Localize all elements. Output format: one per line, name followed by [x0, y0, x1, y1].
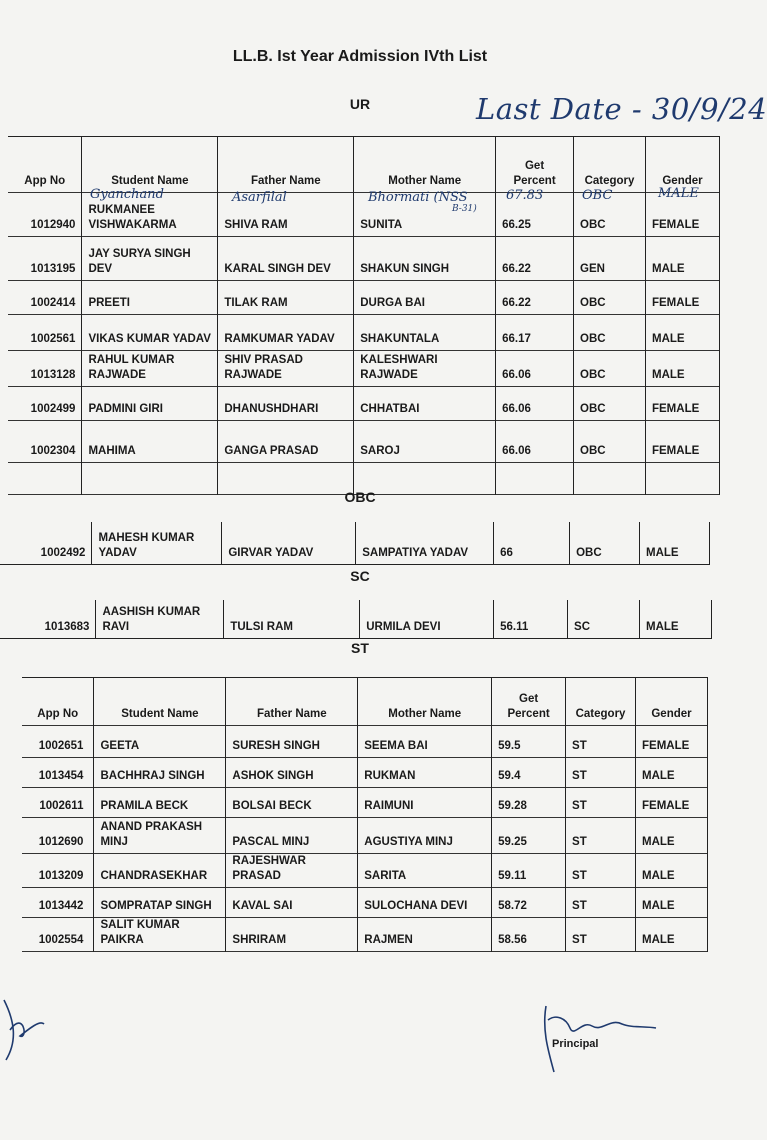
app-no: 1002499	[8, 387, 82, 421]
mother-name: SAMPATIYA YADAV	[356, 522, 494, 564]
percent: 59.5	[492, 726, 566, 758]
father-name: TILAK RAM	[218, 281, 354, 315]
father-name: SHIVA RAM	[218, 193, 354, 237]
app-no: 1013683	[0, 600, 96, 638]
section-label-obc: OBC	[344, 489, 376, 505]
table-row	[22, 818, 708, 854]
st-header-row	[22, 678, 708, 726]
father-name: RAMKUMAR YADAV	[218, 315, 354, 351]
category: ST	[566, 818, 636, 854]
mother-name: RAIMUNI	[358, 788, 492, 818]
gender: MALE	[636, 854, 708, 888]
student-name: SOMPRATAP SINGH	[94, 888, 226, 918]
mother-name: CHHATBAI	[354, 387, 496, 421]
mother-name: SUNITA	[354, 193, 496, 237]
table-row	[8, 237, 720, 281]
table-row	[0, 522, 710, 564]
app-no: 1002554	[22, 918, 94, 952]
student-name: MAHIMA	[82, 421, 218, 463]
gender: MALE	[639, 600, 711, 638]
sc-table	[0, 600, 712, 639]
category: OBC	[574, 351, 646, 387]
student-name: JAY SURYA SINGH DEV	[82, 237, 218, 281]
table-row	[22, 788, 708, 818]
gender: FEMALE	[645, 193, 719, 237]
app-no: 1013454	[22, 758, 94, 788]
father-name: SHIV PRASAD RAJWADE	[218, 351, 354, 387]
table-row	[22, 918, 708, 952]
header-mother-name: Mother Name	[354, 137, 496, 193]
header-app-no: App No	[8, 137, 82, 193]
percent: 66.22	[496, 237, 574, 281]
section-label-st: ST	[351, 640, 369, 656]
percent: 66	[494, 522, 570, 564]
percent: 66.06	[496, 387, 574, 421]
header-category: Category	[566, 678, 636, 726]
percent: 59.4	[492, 758, 566, 788]
percent: 66.06	[496, 351, 574, 387]
category: ST	[566, 788, 636, 818]
table-row	[22, 888, 708, 918]
category: SC	[568, 600, 640, 638]
left-signature	[0, 990, 60, 1070]
percent: 66.22	[496, 281, 574, 315]
student-name: PRAMILA BECK	[94, 788, 226, 818]
app-no: 1013195	[8, 237, 82, 281]
table-row	[0, 600, 712, 638]
app-no: 1002651	[22, 726, 94, 758]
handwritten-father: Asarfilal	[232, 190, 287, 205]
percent: 58.56	[492, 918, 566, 952]
category: ST	[566, 918, 636, 952]
student-name: MAHESH KUMAR YADAV	[92, 522, 222, 564]
table-row	[8, 315, 720, 351]
section-label-sc: SC	[350, 568, 370, 584]
table-row	[8, 421, 720, 463]
category: ST	[566, 726, 636, 758]
father-name: GANGA PRASAD	[218, 421, 354, 463]
header-gender: Gender	[645, 137, 719, 193]
percent: 59.25	[492, 818, 566, 854]
student-name: BACHHRAJ SINGH	[94, 758, 226, 788]
app-no: 1012940	[8, 193, 82, 237]
percent: 59.28	[492, 788, 566, 818]
header-app-no: App No	[22, 678, 94, 726]
father-name: SHRIRAM	[226, 918, 358, 952]
app-no: 1002561	[8, 315, 82, 351]
mother-name: KALESHWARI RAJWADE	[354, 351, 496, 387]
table-row	[8, 351, 720, 387]
student-name: SALIT KUMAR PAIKRA	[94, 918, 226, 952]
gender: FEMALE	[636, 788, 708, 818]
category: OBC	[574, 421, 646, 463]
gender: FEMALE	[645, 281, 719, 315]
percent: 59.11	[492, 854, 566, 888]
father-name: BOLSAI BECK	[226, 788, 358, 818]
mother-name: RUKMAN	[358, 758, 492, 788]
app-no: 1002414	[8, 281, 82, 315]
student-name: RAHUL KUMAR RAJWADE	[82, 351, 218, 387]
app-no: 1002611	[22, 788, 94, 818]
gender: MALE	[645, 237, 719, 281]
header-father-name: Father Name	[218, 137, 354, 193]
header-get-percent: Get Percent	[492, 678, 566, 726]
mother-name: SEEMA BAI	[358, 726, 492, 758]
percent: 66.25	[496, 193, 574, 237]
student-name: RUKMANEE VISHWAKARMA	[82, 193, 218, 237]
mother-name: SAROJ	[354, 421, 496, 463]
category: ST	[566, 854, 636, 888]
mother-name: SHAKUN SINGH	[354, 237, 496, 281]
category: ST	[566, 888, 636, 918]
student-name: ANAND PRAKASH MINJ	[94, 818, 226, 854]
mother-name: SARITA	[358, 854, 492, 888]
father-name: DHANUSHDHARI	[218, 387, 354, 421]
ur-header-row	[8, 137, 720, 193]
gender: MALE	[636, 818, 708, 854]
category: GEN	[574, 237, 646, 281]
app-no: 1013128	[8, 351, 82, 387]
category: OBC	[574, 387, 646, 421]
percent: 66.17	[496, 315, 574, 351]
table-row	[22, 758, 708, 788]
gender: FEMALE	[645, 387, 719, 421]
mother-name: SHAKUNTALA	[354, 315, 496, 351]
student-name: VIKAS KUMAR YADAV	[82, 315, 218, 351]
father-name: KARAL SINGH DEV	[218, 237, 354, 281]
app-no: 1002492	[0, 522, 92, 564]
gender: MALE	[636, 758, 708, 788]
gender: MALE	[645, 315, 719, 351]
father-name: RAJESHWAR PRASAD	[226, 854, 358, 888]
handwritten-category: OBC	[582, 188, 613, 203]
percent: 66.06	[496, 421, 574, 463]
category: ST	[566, 758, 636, 788]
handwritten-mother-note: B-31)	[452, 204, 477, 214]
category: OBC	[574, 281, 646, 315]
student-name: AASHISH KUMAR RAVI	[96, 600, 224, 638]
student-name: PADMINI GIRI	[82, 387, 218, 421]
header-category: Category	[574, 137, 646, 193]
category: OBC	[570, 522, 640, 564]
mother-name: RAJMEN	[358, 918, 492, 952]
document-title: LL.B. Ist Year Admission IVth List	[232, 48, 488, 65]
table-row	[22, 726, 708, 758]
app-no: 1002304	[8, 421, 82, 463]
header-gender: Gender	[636, 678, 708, 726]
mother-name: AGUSTIYA MINJ	[358, 818, 492, 854]
gender: MALE	[640, 522, 710, 564]
gender: FEMALE	[636, 726, 708, 758]
gender: MALE	[636, 888, 708, 918]
section-label-ur: UR	[349, 96, 371, 112]
app-no: 1013209	[22, 854, 94, 888]
handwritten-percent: 67.83	[506, 188, 544, 203]
app-no: 1013442	[22, 888, 94, 918]
header-father-name: Father Name	[226, 678, 358, 726]
father-name: KAVAL SAI	[226, 888, 358, 918]
father-name: GIRVAR YADAV	[222, 522, 356, 564]
principal-label: Principal	[552, 1038, 599, 1050]
percent: 58.72	[492, 888, 566, 918]
father-name: PASCAL MINJ	[226, 818, 358, 854]
st-table	[22, 677, 708, 952]
table-row	[8, 281, 720, 315]
student-name: PREETI	[82, 281, 218, 315]
gender: MALE	[645, 351, 719, 387]
header-get-percent: Get Percent	[496, 137, 574, 193]
student-name: CHANDRASEKHAR	[94, 854, 226, 888]
handwritten-last-date: Last Date - 30/9/24	[476, 92, 767, 126]
app-no: 1012690	[22, 818, 94, 854]
category: OBC	[574, 193, 646, 237]
category: OBC	[574, 315, 646, 351]
father-name: TULSI RAM	[224, 600, 360, 638]
mother-name: DURGA BAI	[354, 281, 496, 315]
gender: MALE	[636, 918, 708, 952]
handwritten-gender: MALE	[658, 186, 699, 201]
header-mother-name: Mother Name	[358, 678, 492, 726]
father-name: SURESH SINGH	[226, 726, 358, 758]
handwritten-student: Gyanchand	[90, 187, 164, 202]
father-name: ASHOK SINGH	[226, 758, 358, 788]
mother-name: SULOCHANA DEVI	[358, 888, 492, 918]
table-row	[8, 387, 720, 421]
table-row	[22, 854, 708, 888]
obc-table	[0, 522, 710, 565]
student-name: GEETA	[94, 726, 226, 758]
header-student-name: Student Name	[94, 678, 226, 726]
gender: FEMALE	[645, 421, 719, 463]
percent: 56.11	[494, 600, 568, 638]
handwritten-mother: Bhormati (NSS	[368, 190, 468, 205]
mother-name: URMILA DEVI	[360, 600, 494, 638]
header-student-name: Student Name	[82, 137, 218, 193]
